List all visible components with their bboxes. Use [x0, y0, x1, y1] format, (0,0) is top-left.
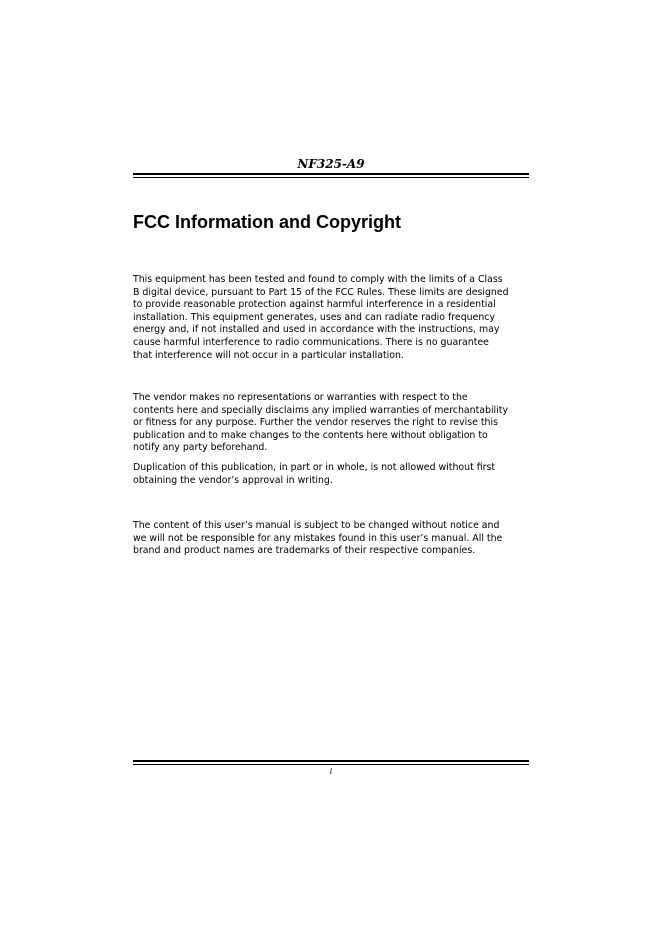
- paragraph-line: contents here and specially disclaims any implied warranties of merchantability: [133, 404, 508, 416]
- footer-rule-thin: [133, 764, 529, 765]
- section-title: FCC Information and Copyright: [133, 212, 401, 232]
- paragraph-line: we will not be responsible for any mistakes found in this user’s manual. All the: [133, 532, 503, 544]
- fcc-compliance-paragraph: [133, 274, 529, 362]
- header-model-title: NF325-A9: [297, 157, 365, 171]
- warranty-disclaimer-paragraph: [133, 392, 529, 455]
- paragraph-line: installation. This equipment generates, uses and can radiate radio frequency: [133, 311, 496, 323]
- paragraph-line: or fitness for any purpose. Further the vendor reserves the right to revise this: [133, 417, 498, 429]
- paragraph-line: Duplication of this publication, in part or in whole, is not allowed without first: [133, 462, 496, 473]
- paragraph-line: The vendor makes no representations or warranties with respect to the: [133, 392, 468, 403]
- paragraph-line: cause harmful interference to radio communications. There is no guarantee: [133, 336, 489, 348]
- paragraph-line: that interference will not occur in a particular installation.: [133, 349, 404, 361]
- paragraph-line: to provide reasonable protection against harmful interference in a residential: [133, 299, 496, 311]
- page-number: i: [329, 767, 333, 776]
- footer-rule-thick: [133, 760, 529, 762]
- paragraph-line: This equipment has been tested and found to comply with the limits of a Class: [133, 274, 503, 285]
- paragraph-line: obtaining the vendor’s approval in writing.: [133, 474, 333, 486]
- paragraph-line: energy and, if not installed and used in accordance with the instructions, may: [133, 324, 500, 336]
- paragraph-line: notify any party beforehand.: [133, 442, 268, 454]
- paragraph-line: brand and product names are trademarks of their respective companies.: [133, 545, 476, 557]
- duplication-notice-paragraph: [133, 462, 529, 487]
- header-rule-thick: [133, 173, 529, 175]
- header-rule-thin: [133, 177, 529, 178]
- paragraph-line: publication and to make changes to the contents here without obligation to: [133, 429, 488, 441]
- paragraph-line: B digital device, pursuant to Part 15 of the FCC Rules. These limits are designed: [133, 286, 509, 298]
- paragraph-line: The content of this user’s manual is subject to be changed without notice and: [133, 520, 500, 531]
- trademark-notice-paragraph: [133, 520, 529, 558]
